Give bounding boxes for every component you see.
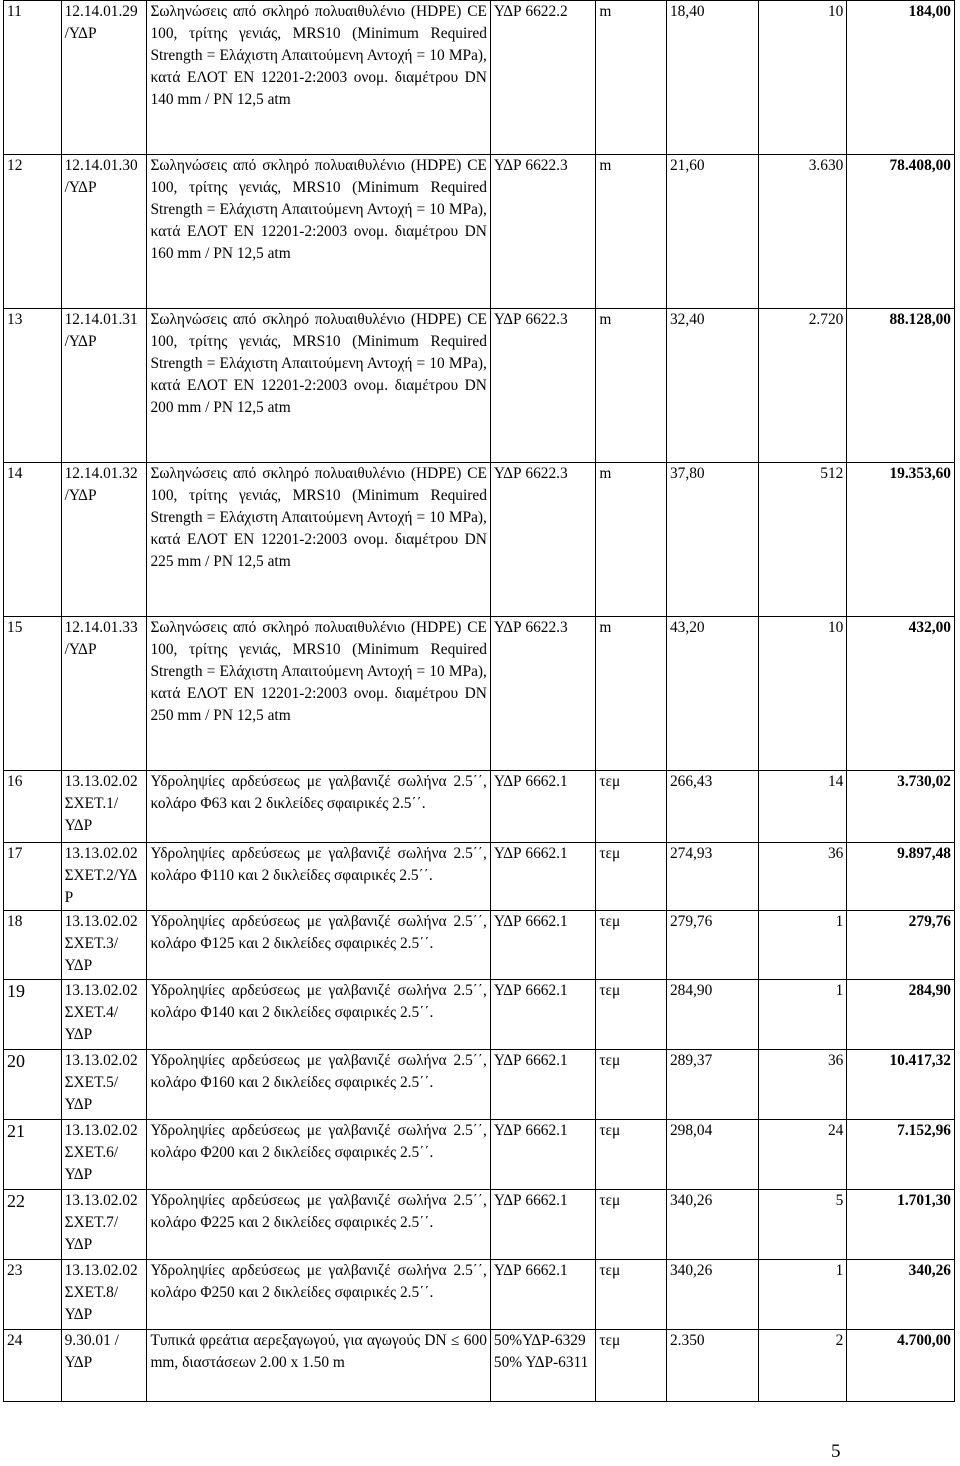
table-row (4, 1330, 955, 1402)
item-code-cell: 13.13.02.02 ΣΧΕΤ.8/ ΥΔΡ (61, 1260, 147, 1330)
item-code-cell: 13.13.02.02 ΣΧΕΤ.3/ ΥΔΡ (61, 911, 147, 980)
table-row (4, 911, 955, 980)
item-description-cell: Υδροληψίες αρδεύσεως με γαλβανιζέ σωλήνα 2.5΄΄, κολάρο Φ110 και 2 δικλείδες σφαιρικές 2.5΄΄. (147, 843, 490, 911)
unit-price-cell: 279,76 (666, 911, 758, 980)
table-row (4, 843, 955, 911)
unit-cell: τεμ (596, 843, 667, 911)
row-number-cell: 12 (4, 155, 62, 309)
row-number-cell: 18 (4, 911, 62, 980)
item-code-cell: 13.13.02.02 ΣΧΕΤ.4/ ΥΔΡ (61, 980, 147, 1050)
item-description-cell: Υδροληψίες αρδεύσεως με γαλβανιζέ σωλήνα 2.5΄΄, κολάρο Φ63 και 2 δικλείδες σφαιρικές 2.5΄΄. (147, 771, 490, 843)
line-total-cell: 4.700,00 (847, 1330, 955, 1402)
line-total-cell: 7.152,96 (847, 1120, 955, 1190)
line-total-cell: 340,26 (847, 1260, 955, 1330)
item-description-cell: Υδροληψίες αρδεύσεως με γαλβανιζέ σωλήνα 2.5΄΄, κολάρο Φ140 και 2 δικλείδες σφαιρικές 2.5΄΄. (147, 980, 490, 1050)
item-code-cell: 12.14.01.30 /ΥΔΡ (61, 155, 147, 309)
price-reference-cell: ΥΔΡ 6662.1 (490, 1120, 595, 1190)
price-reference-cell: ΥΔΡ 6622.3 (490, 309, 595, 463)
table-row (4, 771, 955, 843)
item-description-cell: Τυπικά φρεάτια αερεξαγωγού, για αγωγούς DN ≤ 600 mm, διαστάσεων 2.00 x 1.50 m (147, 1330, 490, 1402)
unit-price-cell: 284,90 (666, 980, 758, 1050)
line-total-cell: 284,90 (847, 980, 955, 1050)
unit-price-cell: 289,37 (666, 1050, 758, 1120)
line-total-cell: 10.417,32 (847, 1050, 955, 1120)
table-row (4, 155, 955, 309)
item-code-cell: 13.13.02.02 ΣΧΕΤ.5/ ΥΔΡ (61, 1050, 147, 1120)
item-code-cell: 13.13.02.02 ΣΧΕΤ.2/ΥΔ Ρ (61, 843, 147, 911)
unit-price-cell: 340,26 (666, 1190, 758, 1260)
item-description-cell: Υδροληψίες αρδεύσεως με γαλβανιζέ σωλήνα 2.5΄΄, κολάρο Φ250 και 2 δικλείδες σφαιρικές 2.5΄΄. (147, 1260, 490, 1330)
item-description-cell: Σωληνώσεις από σκληρό πολυαιθυλένιο (HDPE) CE 100, τρίτης γενιάς, MRS10 (Minimum Required Strength = Ελάχιστη Απαιτούμενη Αντοχή = 10 MPa), κατά ΕΛΟΤ EN 12201-2:2003 ονομ. διαμέτρου DN 200 mm / PN 12,5 atm (147, 309, 490, 463)
table-row (4, 1190, 955, 1260)
unit-cell: τεμ (596, 980, 667, 1050)
table-row (4, 463, 955, 617)
table-body (4, 1, 955, 1402)
price-reference-cell: ΥΔΡ 6662.1 (490, 1190, 595, 1260)
line-total-cell: 19.353,60 (847, 463, 955, 617)
line-total-cell: 88.128,00 (847, 309, 955, 463)
row-number-cell: 15 (4, 617, 62, 771)
item-description-cell: Υδροληψίες αρδεύσεως με γαλβανιζέ σωλήνα 2.5΄΄, κολάρο Φ200 και 2 δικλείδες σφαιρικές 2.5΄΄. (147, 1120, 490, 1190)
price-reference-cell: ΥΔΡ 6622.3 (490, 155, 595, 309)
row-number-cell: 16 (4, 771, 62, 843)
price-reference-cell: 50%ΥΔΡ-6329 50% ΥΔΡ-6311 (490, 1330, 595, 1402)
unit-cell: τεμ (596, 1190, 667, 1260)
unit-price-cell: 2.350 (666, 1330, 758, 1402)
item-description-cell: Σωληνώσεις από σκληρό πολυαιθυλένιο (HDPE) CE 100, τρίτης γενιάς, MRS10 (Minimum Required Strength = Ελάχιστη Απαιτούμενη Αντοχή = 10 MPa), κατά ΕΛΟΤ EN 12201-2:2003 ονομ. διαμέτρου DN 225 mm / PN 12,5 atm (147, 463, 490, 617)
quantity-cell: 5 (759, 1190, 847, 1260)
row-number-cell: 17 (4, 843, 62, 911)
quantity-cell: 10 (759, 1, 847, 155)
unit-price-cell: 298,04 (666, 1120, 758, 1190)
unit-cell: m (596, 463, 667, 617)
row-number-cell: 24 (4, 1330, 62, 1402)
table-row (4, 617, 955, 771)
unit-cell: m (596, 617, 667, 771)
item-code-cell: 13.13.02.02 ΣΧΕΤ.6/ ΥΔΡ (61, 1120, 147, 1190)
unit-price-cell: 43,20 (666, 617, 758, 771)
quantity-cell: 1 (759, 980, 847, 1050)
unit-cell: m (596, 155, 667, 309)
unit-cell: τεμ (596, 1260, 667, 1330)
unit-cell: τεμ (596, 1050, 667, 1120)
unit-cell: τεμ (596, 1330, 667, 1402)
quantity-cell: 1 (759, 1260, 847, 1330)
price-reference-cell: ΥΔΡ 6662.1 (490, 771, 595, 843)
quantity-cell: 1 (759, 911, 847, 980)
item-description-cell: Υδροληψίες αρδεύσεως με γαλβανιζέ σωλήνα 2.5΄΄, κολάρο Φ160 και 2 δικλείδες σφαιρικές 2.5΄΄. (147, 1050, 490, 1120)
item-description-cell: Υδροληψίες αρδεύσεως με γαλβανιζέ σωλήνα 2.5΄΄, κολάρο Φ225 και 2 δικλείδες σφαιρικές 2.5΄΄. (147, 1190, 490, 1260)
item-description-cell: Σωληνώσεις από σκληρό πολυαιθυλένιο (HDPE) CE 100, τρίτης γενιάς, MRS10 (Minimum Required Strength = Ελάχιστη Απαιτούμενη Αντοχή = 10 MPa), κατά ΕΛΟΤ EN 12201-2:2003 ονομ. διαμέτρου DN 160 mm / PN 12,5 atm (147, 155, 490, 309)
price-reference-cell: ΥΔΡ 6622.2 (490, 1, 595, 155)
price-reference-cell: ΥΔΡ 6662.1 (490, 1050, 595, 1120)
page-number: 5 (831, 1441, 841, 1462)
table-row (4, 1, 955, 155)
unit-price-cell: 274,93 (666, 843, 758, 911)
quantity-cell: 2.720 (759, 309, 847, 463)
table-row (4, 1260, 955, 1330)
quantity-cell: 14 (759, 771, 847, 843)
line-total-cell: 3.730,02 (847, 771, 955, 843)
item-code-cell: 13.13.02.02 ΣΧΕΤ.1/ ΥΔΡ (61, 771, 147, 843)
unit-price-cell: 18,40 (666, 1, 758, 155)
price-reference-cell: ΥΔΡ 6662.1 (490, 843, 595, 911)
item-description-cell: Σωληνώσεις από σκληρό πολυαιθυλένιο (HDPE) CE 100, τρίτης γενιάς, MRS10 (Minimum Required Strength = Ελάχιστη Απαιτούμενη Αντοχή = 10 MPa), κατά ΕΛΟΤ EN 12201-2:2003 ονομ. διαμέτρου DN 140 mm / PN 12,5 atm (147, 1, 490, 155)
unit-price-cell: 32,40 (666, 309, 758, 463)
quantity-cell: 10 (759, 617, 847, 771)
item-description-cell: Υδροληψίες αρδεύσεως με γαλβανιζέ σωλήνα 2.5΄΄, κολάρο Φ125 και 2 δικλείδες σφαιρικές 2.5΄΄. (147, 911, 490, 980)
row-number-cell: 14 (4, 463, 62, 617)
row-number-cell: 23 (4, 1260, 62, 1330)
line-total-cell: 1.701,30 (847, 1190, 955, 1260)
row-number-cell: 20 (4, 1050, 62, 1120)
unit-price-cell: 266,43 (666, 771, 758, 843)
table-row (4, 980, 955, 1050)
quantity-cell: 36 (759, 843, 847, 911)
row-number-cell: 19 (4, 980, 62, 1050)
unit-price-cell: 37,80 (666, 463, 758, 617)
row-number-cell: 21 (4, 1120, 62, 1190)
price-reference-cell: ΥΔΡ 6622.3 (490, 617, 595, 771)
row-number-cell: 22 (4, 1190, 62, 1260)
item-code-cell: 12.14.01.31 /ΥΔΡ (61, 309, 147, 463)
row-number-cell: 13 (4, 309, 62, 463)
quantity-cell: 2 (759, 1330, 847, 1402)
line-total-cell: 78.408,00 (847, 155, 955, 309)
unit-cell: m (596, 1, 667, 155)
item-description-cell: Σωληνώσεις από σκληρό πολυαιθυλένιο (HDPE) CE 100, τρίτης γενιάς, MRS10 (Minimum Required Strength = Ελάχιστη Απαιτούμενη Αντοχή = 10 MPa), κατά ΕΛΟΤ EN 12201-2:2003 ονομ. διαμέτρου DN 250 mm / PN 12,5 atm (147, 617, 490, 771)
line-total-cell: 432,00 (847, 617, 955, 771)
unit-cell: m (596, 309, 667, 463)
quantity-cell: 24 (759, 1120, 847, 1190)
unit-price-cell: 340,26 (666, 1260, 758, 1330)
line-total-cell: 9.897,48 (847, 843, 955, 911)
unit-cell: τεμ (596, 911, 667, 980)
quantity-cell: 3.630 (759, 155, 847, 309)
row-number-cell: 11 (4, 1, 62, 155)
item-code-cell: 9.30.01 /ΥΔΡ (61, 1330, 147, 1402)
bill-of-quantities-table (3, 0, 955, 1402)
line-total-cell: 279,76 (847, 911, 955, 980)
line-total-cell: 184,00 (847, 1, 955, 155)
quantity-cell: 512 (759, 463, 847, 617)
table-row (4, 1050, 955, 1120)
unit-price-cell: 21,60 (666, 155, 758, 309)
unit-cell: τεμ (596, 771, 667, 843)
price-reference-cell: ΥΔΡ 6662.1 (490, 1260, 595, 1330)
item-code-cell: 12.14.01.32 /ΥΔΡ (61, 463, 147, 617)
quantity-cell: 36 (759, 1050, 847, 1120)
table-row (4, 309, 955, 463)
item-code-cell: 12.14.01.29 /ΥΔΡ (61, 1, 147, 155)
price-reference-cell: ΥΔΡ 6662.1 (490, 980, 595, 1050)
unit-cell: τεμ (596, 1120, 667, 1190)
price-reference-cell: ΥΔΡ 6662.1 (490, 911, 595, 980)
item-code-cell: 13.13.02.02 ΣΧΕΤ.7/ ΥΔΡ (61, 1190, 147, 1260)
price-reference-cell: ΥΔΡ 6622.3 (490, 463, 595, 617)
table-row (4, 1120, 955, 1190)
item-code-cell: 12.14.01.33 /ΥΔΡ (61, 617, 147, 771)
